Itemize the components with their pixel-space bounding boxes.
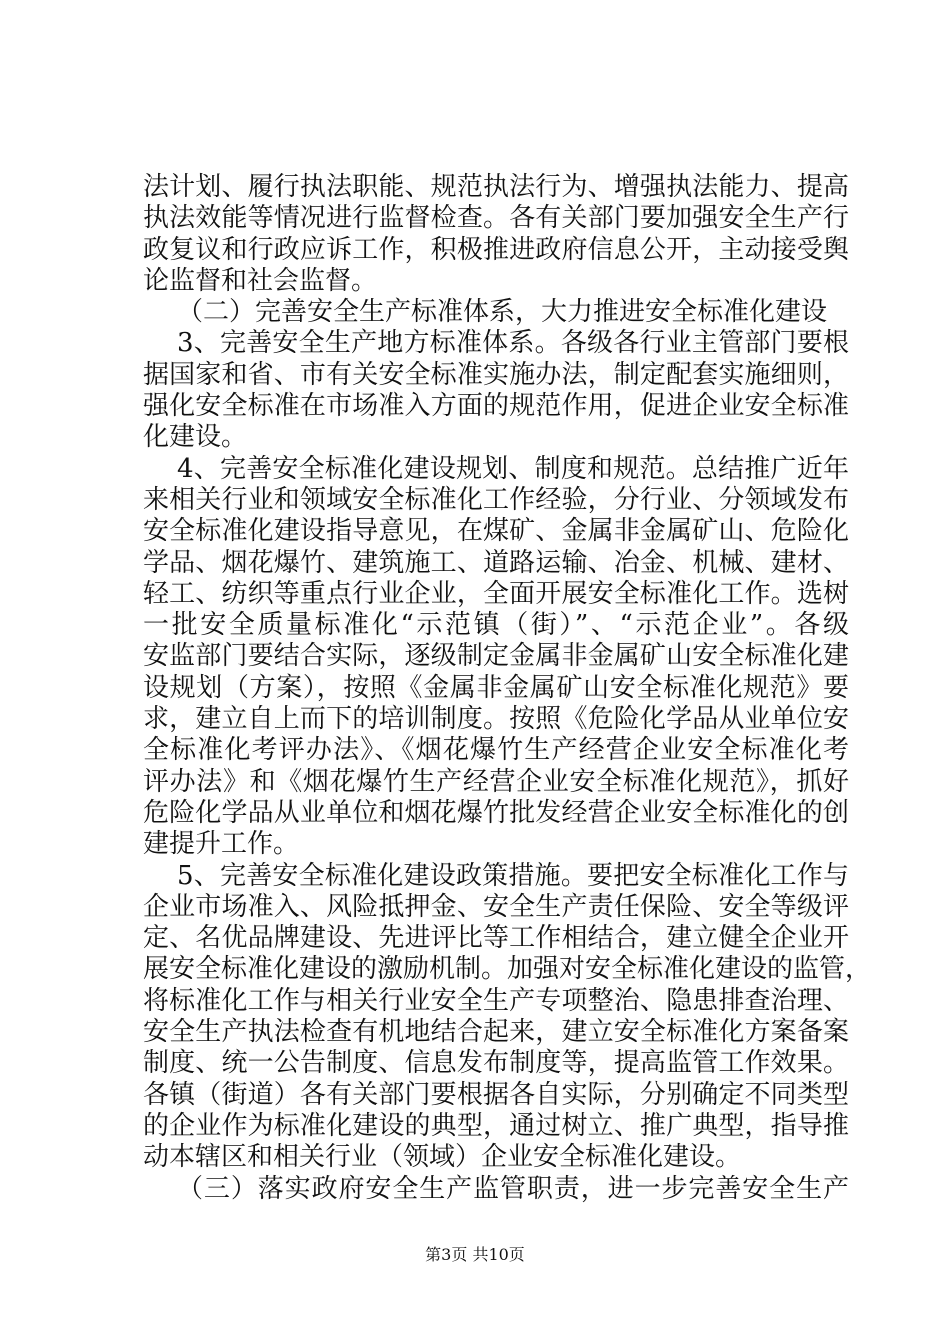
- text-line: 动本辖区和相关行业（领域）企业安全标准化建设。: [143, 1142, 742, 1173]
- text-line: 危险化学品从业单位和烟花爆竹批发经营企业安全标准化的创: [143, 797, 849, 828]
- text-line: （二）完善安全生产标准体系，大力推进安全标准化建设: [177, 297, 828, 328]
- text-line: 安全生产执法检查有机地结合起来，建立安全标准化方案备案: [143, 1017, 849, 1048]
- text-line: 求，建立自上而下的培训制度。按照《危险化学品从业单位安: [143, 704, 849, 735]
- text-line: 来相关行业和领域安全标准化工作经验，分行业、分领域发布: [143, 484, 849, 515]
- text-line: 5、完善安全标准化建设政策措施。要把安全标准化工作与: [177, 860, 849, 891]
- text-line: 评办法》和《烟花爆竹生产经营企业安全标准化规范》，抓好: [143, 766, 849, 797]
- text-line: 政复议和行政应诉工作，积极推进政府信息公开，主动接受舆: [143, 234, 849, 265]
- text-line: 执法效能等情况进行监督检查。各有关部门要加强安全生产行: [143, 203, 849, 234]
- text-line: （三）落实政府安全生产监管职责，进一步完善安全生产: [177, 1173, 849, 1204]
- page-footer: 第3页 共10页: [425, 1245, 525, 1264]
- text-line: 化建设。: [143, 422, 248, 453]
- text-line: 企业市场准入、风险抵押金、安全生产责任保险、安全等级评: [143, 891, 849, 922]
- text-line: 轻工、纺织等重点行业企业，全面开展安全标准化工作。选树: [143, 578, 849, 609]
- text-line: 定、名优品牌建设、先进评比等工作相结合，建立健全企业开: [143, 923, 849, 954]
- text-line: 的企业作为标准化建设的典型，通过树立、推广典型，指导推: [143, 1110, 849, 1141]
- text-line: 全标准化考评办法》、《烟花爆竹生产经营企业安全标准化考: [143, 735, 849, 766]
- text-line: 将标准化工作与相关行业安全生产专项整治、隐患排查治理、: [143, 985, 849, 1016]
- text-line: 据国家和省、市有关安全标准实施办法，制定配套实施细则，: [143, 359, 849, 390]
- text-line: 法计划、履行执法职能、规范执法行为、增强执法能力、提高: [143, 172, 849, 202]
- text-line: 一批安全质量标准化“示范镇（街）”、“示范企业”。各级: [143, 610, 849, 641]
- text-line: 学品、烟花爆竹、建筑施工、道路运输、冶金、机械、建材、: [143, 547, 849, 578]
- text-line: 3、完善安全生产地方标准体系。各级各行业主管部门要根: [177, 328, 849, 359]
- text-line: 4、完善安全标准化建设规划、制度和规范。总结推广近年: [177, 453, 849, 484]
- text-line: 安全标准化建设指导意见，在煤矿、金属非金属矿山、危险化: [143, 516, 849, 547]
- text-line: 各镇（街道）各有关部门要根据各自实际，分别确定不同类型: [143, 1079, 849, 1110]
- text-line: 强化安全标准在市场准入方面的规范作用，促进企业安全标准: [143, 391, 849, 422]
- text-line: 设规划（方案），按照《金属非金属矿山安全标准化规范》要: [143, 672, 849, 703]
- text-line: 展安全标准化建设的激励机制。加强对安全标准化建设的监管，: [143, 954, 872, 985]
- text-line: 论监督和社会监督。: [143, 265, 378, 296]
- text-line: 建提升工作。: [143, 829, 300, 860]
- document-body: [143, 172, 872, 1205]
- text-line: 制度、统一公告制度、信息发布制度等，提高监管工作效果。: [143, 1048, 849, 1079]
- text-line: 安监部门要结合实际，逐级制定金属非金属矿山安全标准化建: [143, 641, 849, 672]
